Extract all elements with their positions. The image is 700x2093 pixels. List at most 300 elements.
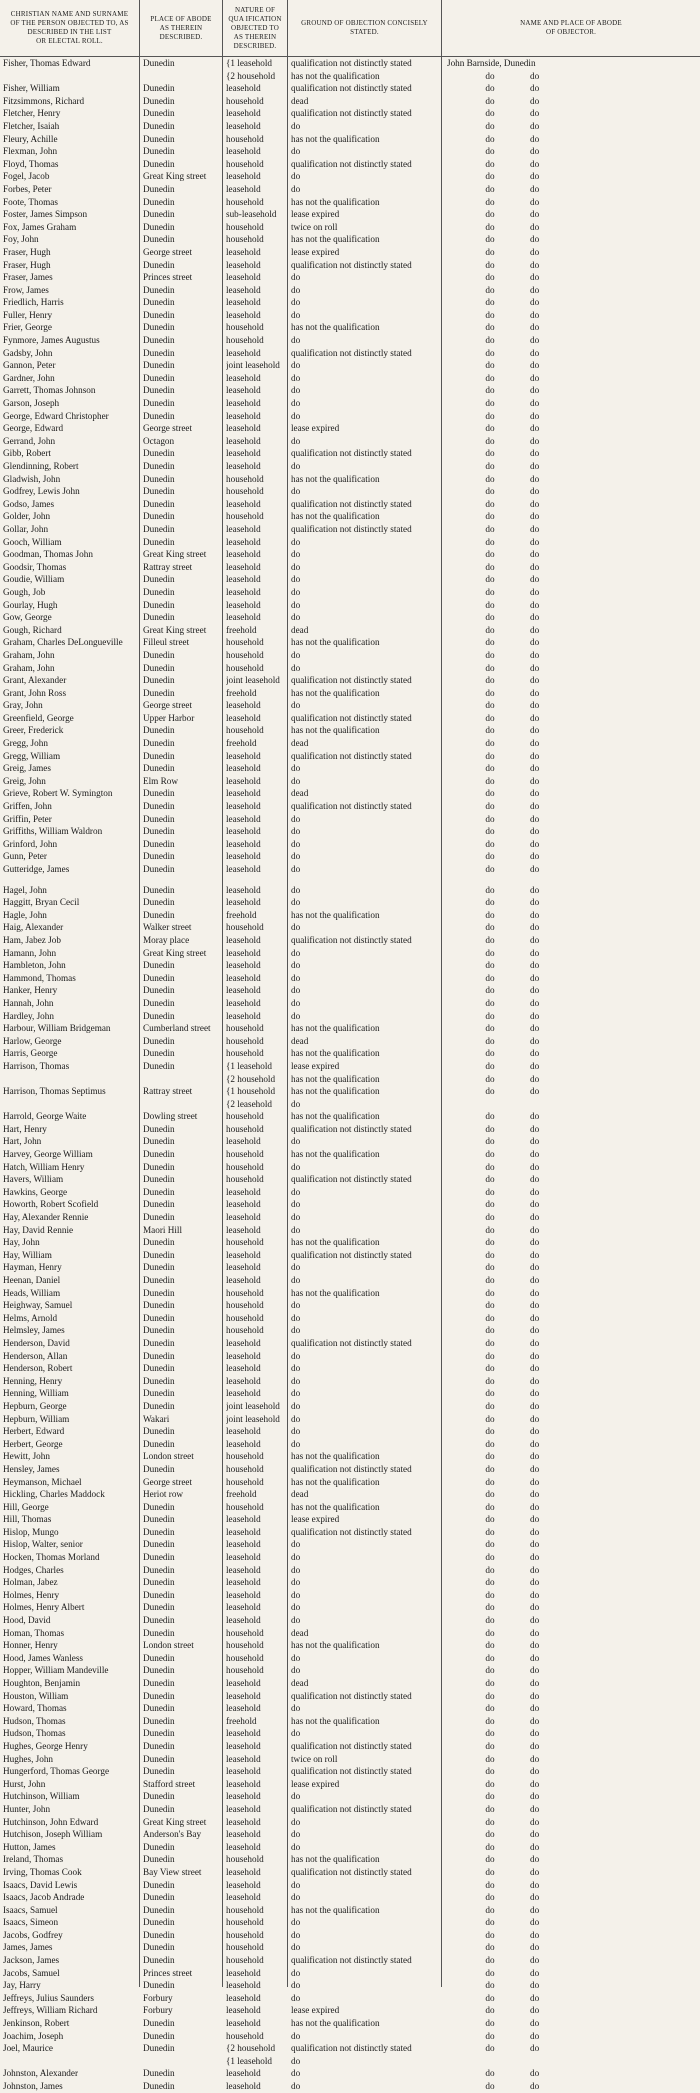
table-row — [0, 460, 700, 473]
person-name: Henderson, Robert — [3, 1363, 73, 1374]
table-row — [0, 687, 700, 700]
place-of-abode: Dunedin — [143, 1060, 175, 1071]
person-name: Heymanson, Michael — [3, 1476, 82, 1487]
place-of-abode: Dunedin — [143, 897, 175, 908]
ground-of-objection: qualification not distinctly stated — [291, 448, 412, 459]
objector-abode: do — [530, 1564, 540, 1575]
objector-abode: do — [530, 1048, 540, 1059]
table-row — [0, 699, 700, 712]
person-name: Hagle, John — [3, 909, 47, 920]
table-row — [0, 372, 700, 385]
qualification: leasehold — [226, 2005, 261, 2016]
qualification: joint leasehold — [226, 1400, 280, 1411]
table-row — [0, 750, 700, 763]
person-name: Frow, James — [3, 284, 49, 295]
place-of-abode: Dunedin — [143, 1350, 175, 1361]
objector-name: do — [485, 1174, 495, 1185]
qualification: leasehold — [226, 1753, 261, 1764]
table-row — [0, 1148, 700, 1161]
ground-of-objection: do — [291, 649, 301, 660]
objector-name: do — [485, 2018, 495, 2029]
ground-of-objection: qualification not distinctly stated — [291, 498, 412, 509]
objector-name: do — [485, 95, 495, 106]
place-of-abode: Dunedin — [143, 410, 175, 421]
table-row — [0, 1085, 700, 1098]
place-of-abode: Dunedin — [143, 1010, 175, 1021]
ground-of-objection: do — [291, 997, 301, 1008]
objector-abode: do — [530, 1992, 540, 2003]
objector-name: do — [485, 410, 495, 421]
objector-name: do — [485, 1212, 495, 1223]
objector-name: do — [485, 1841, 495, 1852]
qualification: household — [226, 1325, 264, 1336]
table-row — [0, 934, 700, 947]
place-of-abode: Dunedin — [143, 1136, 175, 1147]
qualification: leasehold — [226, 1841, 261, 1852]
objector-name: do — [485, 1917, 495, 1928]
table-row — [0, 321, 700, 334]
objector-abode: do — [530, 1312, 540, 1323]
qualification: leasehold — [226, 2068, 261, 2079]
qualification: leasehold — [226, 1564, 261, 1575]
qualification: leasehold — [226, 259, 261, 270]
qualification: household — [226, 1123, 264, 1134]
place-of-abode: Dunedin — [143, 1438, 175, 1449]
qualification: leasehold — [226, 1186, 261, 1197]
table-row — [0, 573, 700, 586]
objector-name: do — [485, 1728, 495, 1739]
ground-of-objection: qualification not distinctly stated — [291, 1803, 412, 1814]
qualification: leasehold — [226, 801, 261, 812]
person-name: Ireland, Thomas — [3, 1854, 64, 1865]
person-name: Gregg, William — [3, 750, 61, 761]
place-of-abode: Dunedin — [143, 1577, 175, 1588]
ground-of-objection: lease expired — [291, 2005, 340, 2016]
objector-abode: do — [530, 1212, 540, 1223]
place-of-abode: Dunedin — [143, 1728, 175, 1739]
place-of-abode: Dunedin — [143, 58, 175, 68]
table-row — [0, 972, 700, 985]
objector-name: do — [485, 1337, 495, 1348]
person-name: Hudson, Thomas — [3, 1728, 66, 1739]
table-row — [0, 296, 700, 309]
objector-name: do — [485, 1816, 495, 1827]
ground-of-objection: do — [291, 1577, 301, 1588]
person-name: Hunter, John — [3, 1803, 51, 1814]
qualification: household — [226, 2030, 264, 2041]
place-of-abode: Dunedin — [143, 1262, 175, 1273]
qualification: {1 leasehold — [226, 2055, 272, 2066]
place-of-abode: Dunedin — [143, 284, 175, 295]
person-name: Golder, John — [3, 511, 51, 522]
place-of-abode: Dunedin — [143, 972, 175, 983]
ground-of-objection: do — [291, 826, 301, 837]
table-row — [0, 1652, 700, 1665]
place-of-abode: Stafford street — [143, 1778, 196, 1789]
qualification: leasehold — [226, 1678, 261, 1688]
person-name: Hay, John — [3, 1237, 40, 1248]
ground-of-objection: do — [291, 662, 301, 673]
ground-of-objection: do — [291, 1363, 301, 1374]
qualification: household — [226, 1929, 264, 1940]
objector-abode: do — [530, 997, 540, 1008]
person-name: Houston, William — [3, 1690, 69, 1701]
ground-of-objection: do — [291, 486, 301, 497]
table-row — [0, 674, 700, 687]
objector-abode: do — [530, 750, 540, 761]
person-name: Hudson, Thomas — [3, 1715, 66, 1726]
place-of-abode: Dunedin — [143, 309, 175, 320]
ground-of-objection: do — [291, 120, 301, 131]
place-of-abode: Dunedin — [143, 1514, 175, 1525]
objector-abode: do — [530, 1967, 540, 1978]
ground-of-objection: qualification not distinctly stated — [291, 347, 412, 358]
table-row — [0, 271, 700, 284]
ground-of-objection: do — [291, 897, 301, 908]
place-of-abode: Dunedin — [143, 498, 175, 509]
objector-name: do — [485, 1363, 495, 1374]
person-name: Fisher, Thomas Edward — [3, 58, 91, 68]
place-of-abode: Dunedin — [143, 183, 175, 194]
table-row — [0, 1387, 700, 1400]
ground-of-objection: do — [291, 586, 301, 597]
qualification: leasehold — [226, 297, 261, 308]
place-of-abode: Dunedin — [143, 1942, 175, 1953]
objector-name: do — [485, 960, 495, 971]
place-of-abode: Dunedin — [143, 1287, 175, 1298]
ground-of-objection: do — [291, 1262, 301, 1273]
place-of-abode: Great King street — [143, 549, 207, 560]
ground-of-objection: do — [291, 1010, 301, 1021]
place-of-abode: London street — [143, 1451, 194, 1462]
ground-of-objection: do — [291, 272, 301, 283]
qualification: household — [226, 1174, 264, 1185]
ground-of-objection: do — [291, 1388, 301, 1399]
objector: John Barnside, Dunedin — [447, 58, 536, 68]
person-name: Johnston, Alexander — [3, 2068, 79, 2079]
place-of-abode: Princes street — [143, 1967, 193, 1978]
objector-name: do — [485, 335, 495, 346]
objector-abode: do — [530, 1552, 540, 1563]
objector-name: do — [485, 922, 495, 933]
person-name: Houghton, Benjamin — [3, 1678, 81, 1688]
objector-abode: do — [530, 1073, 540, 1084]
objector-abode: do — [530, 95, 540, 106]
person-name: Hill, Thomas — [3, 1514, 52, 1525]
person-name: Gladwish, John — [3, 473, 61, 484]
objector-abode: do — [530, 423, 540, 434]
objector-name: do — [485, 309, 495, 320]
objector-abode: do — [530, 1325, 540, 1336]
person-name: Herbert, George — [3, 1438, 63, 1449]
person-name: Gough, Job — [3, 586, 46, 597]
objector-name: do — [485, 1879, 495, 1890]
qualification: leasehold — [226, 1980, 261, 1991]
person-name: George, Edward — [3, 423, 64, 434]
objector-abode: do — [530, 1791, 540, 1802]
table-row — [0, 611, 700, 624]
person-name: Gooch, William — [3, 536, 62, 547]
qualification: leasehold — [226, 712, 261, 723]
ground-of-objection: do — [291, 922, 301, 933]
place-of-abode: Dunedin — [143, 1123, 175, 1134]
objector-abode: do — [530, 1766, 540, 1777]
person-name: Hay, William — [3, 1249, 52, 1260]
qualification: leasehold — [226, 549, 261, 560]
qualification: household — [226, 1451, 264, 1462]
qualification: household — [226, 158, 264, 169]
place-of-abode: Dunedin — [143, 385, 175, 396]
person-name: Hughes, George Henry — [3, 1740, 88, 1751]
person-name: Gollar, John — [3, 523, 49, 534]
objector-abode: do — [530, 1841, 540, 1852]
table-row — [0, 548, 700, 561]
place-of-abode: Dunedin — [143, 398, 175, 409]
qualification: leasehold — [226, 788, 261, 799]
qualification: leasehold — [226, 423, 261, 434]
objector-abode: do — [530, 1262, 540, 1273]
objector-name: do — [485, 1652, 495, 1663]
qualification: leasehold — [226, 1803, 261, 1814]
objector-abode: do — [530, 2030, 540, 2041]
objector-name: do — [485, 750, 495, 761]
table-row — [0, 1866, 700, 1879]
objector-name: do — [485, 1149, 495, 1160]
objector-name: do — [485, 1866, 495, 1877]
person-name: Jacobs, Godfrey — [3, 1929, 63, 1940]
place-of-abode: Dunedin — [143, 1501, 175, 1512]
qualification: leasehold — [226, 1552, 261, 1563]
objector-abode: do — [530, 461, 540, 471]
person-name: Henderson, Allan — [3, 1350, 68, 1361]
ground-of-objection: has not the qualification — [291, 1111, 380, 1122]
table-row — [0, 170, 700, 183]
qualification: leasehold — [226, 574, 261, 585]
objector-abode: do — [530, 1917, 540, 1928]
qualification: leasehold — [226, 372, 261, 383]
place-of-abode: George street — [143, 700, 193, 711]
qualification: leasehold — [226, 1212, 261, 1223]
place-of-abode: Dunedin — [143, 687, 175, 698]
place-of-abode: Great King street — [143, 1816, 207, 1827]
qualification: household — [226, 1942, 264, 1953]
person-name: Godso, James — [3, 498, 55, 509]
place-of-abode: Dunedin — [143, 448, 175, 459]
ground-of-objection: lease expired — [291, 246, 340, 257]
objector-name: do — [485, 985, 495, 996]
qualification: household — [226, 234, 264, 245]
table-row — [0, 1916, 700, 1929]
place-of-abode: Dunedin — [143, 133, 175, 144]
person-name: Greenfield, George — [3, 712, 74, 723]
table-row — [0, 724, 700, 737]
place-of-abode: Dunedin — [143, 813, 175, 824]
qualification: household — [226, 95, 264, 106]
table-row — [0, 259, 700, 272]
ground-of-objection: has not the qualification — [291, 1451, 380, 1462]
table-row — [0, 775, 700, 788]
place-of-abode: Dunedin — [143, 234, 175, 245]
place-of-abode: Rattray street — [143, 1086, 193, 1097]
person-name: Foote, Thomas — [3, 196, 58, 207]
person-name: Hewitt, John — [3, 1451, 50, 1462]
qualification: household — [226, 1023, 264, 1034]
qualification: leasehold — [226, 410, 261, 421]
person-name: Hood, David — [3, 1615, 51, 1626]
objector-name: do — [485, 1275, 495, 1285]
objector-abode: do — [530, 347, 540, 358]
place-of-abode: Dunedin — [143, 997, 175, 1008]
place-of-abode: Dunedin — [143, 884, 175, 895]
table-row — [0, 1425, 700, 1438]
objector-abode: do — [530, 448, 540, 459]
table-row — [0, 838, 700, 851]
place-of-abode: Dunedin — [143, 1186, 175, 1197]
header-qualification: NATURE OF QUA IFICATION OBJECTED TO AS THEREIN DESCRIBED. — [228, 5, 282, 50]
qualification: leasehold — [226, 985, 261, 996]
ground-of-objection: has not the qualification — [291, 1023, 380, 1034]
qualification: household — [226, 1665, 264, 1676]
ground-of-objection: dead — [291, 788, 309, 799]
table-row — [0, 1576, 700, 1589]
table-row — [0, 1375, 700, 1388]
ground-of-objection: do — [291, 1791, 301, 1802]
ground-of-objection: qualification not distinctly stated — [291, 523, 412, 534]
qualification: freehold — [226, 624, 257, 635]
table-row — [0, 1135, 700, 1148]
place-of-abode: Dunedin — [143, 1627, 175, 1638]
objector-abode: do — [530, 838, 540, 849]
qualification: leasehold — [226, 1375, 261, 1386]
person-name: Hatch, William Henry — [3, 1161, 85, 1172]
qualification: leasehold — [226, 2018, 261, 2029]
table-row — [0, 1664, 700, 1677]
objector-abode: do — [530, 1577, 540, 1588]
qualification: leasehold — [226, 1426, 261, 1437]
objector-name: do — [485, 997, 495, 1008]
ground-of-objection: do — [291, 884, 301, 895]
qualification: household — [226, 1035, 264, 1046]
qualification: leasehold — [226, 536, 261, 547]
place-of-abode: Dunedin — [143, 1212, 175, 1223]
place-of-abode: Dunedin — [143, 372, 175, 383]
person-name: Hannah, John — [3, 997, 54, 1008]
ground-of-objection: do — [291, 960, 301, 971]
table-row — [0, 1891, 700, 1904]
qualification: leasehold — [226, 599, 261, 610]
objector-name: do — [485, 1753, 495, 1764]
ground-of-objection: has not the qualification — [291, 1904, 380, 1915]
objector-name: do — [485, 599, 495, 610]
person-name: Garrett, Thomas Johnson — [3, 385, 96, 396]
person-name: James, James — [3, 1942, 53, 1953]
qualification: freehold — [226, 738, 257, 749]
place-of-abode: Wakari — [143, 1413, 170, 1424]
objector-abode: do — [530, 1640, 540, 1651]
objector-name: do — [485, 1438, 495, 1449]
objector-abode: do — [530, 1451, 540, 1462]
objector-abode: do — [530, 1300, 540, 1311]
table-row — [0, 1941, 700, 1954]
qualification: leasehold — [226, 1766, 261, 1777]
place-of-abode: Maori Hill — [143, 1224, 183, 1235]
qualification: household — [226, 1048, 264, 1059]
objector-abode: do — [530, 1224, 540, 1235]
objector-abode: do — [530, 1715, 540, 1726]
ground-of-objection: do — [291, 1992, 301, 2003]
table-row — [0, 947, 700, 960]
ground-of-objection: has not the qualification — [291, 511, 380, 522]
ground-of-objection: do — [291, 574, 301, 585]
objector-name: do — [485, 158, 495, 169]
person-name: Henning, Henry — [3, 1375, 63, 1386]
objector-name: do — [485, 1199, 495, 1210]
objector-abode: do — [530, 146, 540, 157]
place-of-abode: Princes street — [143, 272, 193, 283]
ground-of-objection: do — [291, 398, 301, 409]
objector-abode: do — [530, 884, 540, 895]
objector-abode: do — [530, 851, 540, 862]
ground-of-objection: dead — [291, 95, 309, 106]
table-row — [0, 1677, 700, 1690]
objector-abode: do — [530, 108, 540, 119]
person-name: Henning, William — [3, 1388, 69, 1399]
objector-abode: do — [530, 1652, 540, 1663]
objector-name: do — [485, 1615, 495, 1626]
table-row — [0, 221, 700, 234]
place-of-abode: Dowling street — [143, 1111, 198, 1122]
table-row — [0, 523, 700, 536]
person-name: Hamann, John — [3, 947, 57, 958]
place-of-abode: Dunedin — [143, 1161, 175, 1172]
ground-of-objection: do — [291, 972, 301, 983]
objector-abode: do — [530, 1350, 540, 1361]
objector-abode: do — [530, 2018, 540, 2029]
objector-abode: do — [530, 712, 540, 723]
qualification: household — [226, 1904, 264, 1915]
objector-name: do — [485, 1123, 495, 1134]
table-row — [0, 1790, 700, 1803]
objector-abode: do — [530, 1337, 540, 1348]
ground-of-objection: dead — [291, 1678, 309, 1688]
place-of-abode: Dunedin — [143, 1199, 175, 1210]
table-row — [0, 1211, 700, 1224]
qualification: household — [226, 725, 264, 736]
objector-abode: do — [530, 1149, 540, 1160]
table-row — [0, 1337, 700, 1350]
objector-abode: do — [530, 171, 540, 182]
table-row — [0, 183, 700, 196]
qualification: leasehold — [226, 700, 261, 711]
table-row — [0, 57, 700, 70]
place-of-abode: Walker street — [143, 922, 192, 933]
ground-of-objection: do — [291, 1665, 301, 1676]
objector-name: do — [485, 838, 495, 849]
objector-abode: do — [530, 1740, 540, 1751]
objector-name: do — [485, 788, 495, 799]
objector-abode: do — [530, 385, 540, 396]
objector-abode: do — [530, 1980, 540, 1991]
qualification: leasehold — [226, 1438, 261, 1449]
place-of-abode: Dunedin — [143, 1552, 175, 1563]
ground-of-objection: twice on roll — [291, 1753, 338, 1764]
ground-of-objection: do — [291, 1300, 301, 1311]
qualification: leasehold — [226, 1602, 261, 1613]
place-of-abode: Dunedin — [143, 1149, 175, 1160]
place-of-abode: Dunedin — [143, 586, 175, 597]
objector-abode: do — [530, 1665, 540, 1676]
objector-abode: do — [530, 561, 540, 572]
